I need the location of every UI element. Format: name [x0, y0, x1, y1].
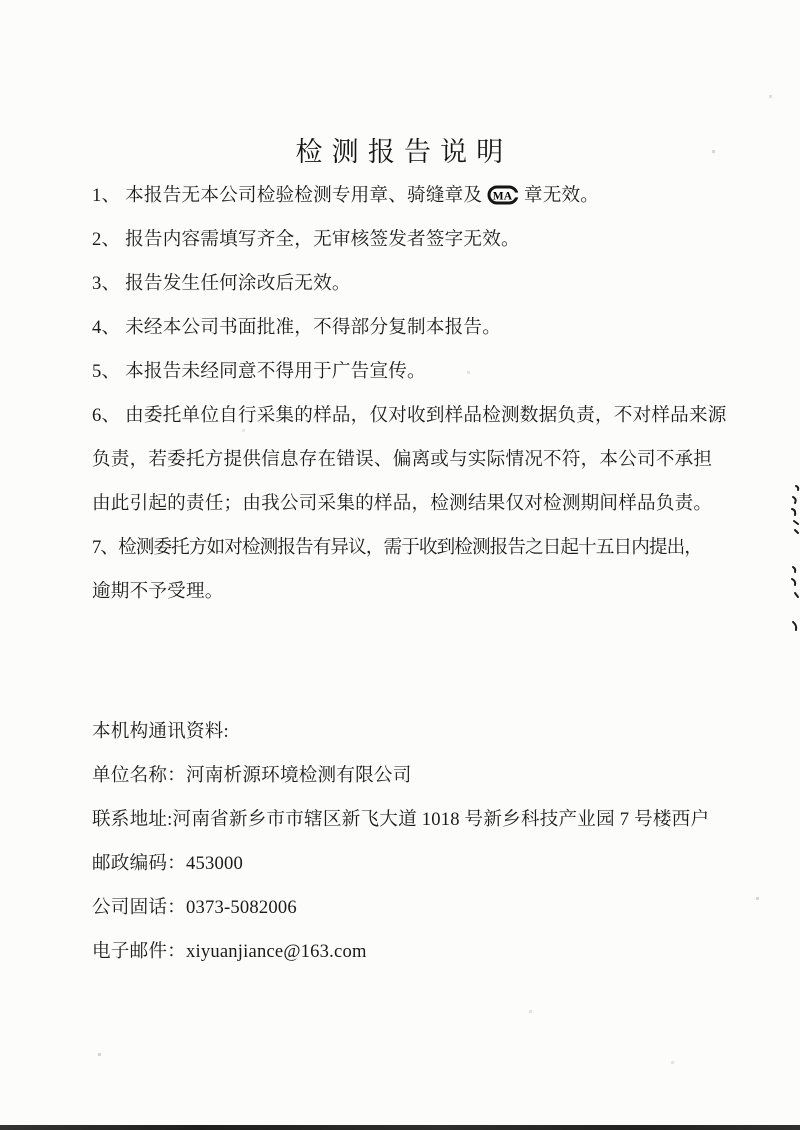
contact-section [92, 710, 752, 974]
note-line-6c: 由此引起的责任；由我公司采集的样品，检测结果仅对检测期间样品负责。 [92, 493, 713, 514]
note-line-1-suffix: 章无效。 [519, 185, 600, 206]
cma-certification-icon [487, 185, 519, 205]
note-line-1-prefix: 1、 本报告无本公司检验检测专用章、骑缝章及 [92, 185, 488, 206]
contact-header: 本机构通讯资料: [92, 721, 229, 742]
contact-company-name: 单位名称：河南析源环境检测有限公司 [92, 765, 412, 786]
contact-address: 联系地址:河南省新乡市市辖区新飞大道 1018 号新乡科技产业园 7 号楼西户 [92, 809, 710, 830]
edge-ink-mark [789, 618, 800, 634]
note-line-6a: 6、 由委托单位自行采集的样品，仅对收到样品检测数据负责，不对样品来源 [92, 405, 727, 426]
note-line-5: 5、 本报告未经同意不得用于广告宣传。 [92, 361, 426, 382]
note-line-7a: 7、检测委托方如对检测报告有异议，需于收到检测报告之日起十五日内提出， [92, 537, 702, 558]
scanner-edge-line [0, 1125, 800, 1130]
note-line-3: 3、 报告发生任何涂改后无效。 [92, 273, 351, 294]
note-line-6b: 负责，若委托方提供信息存在错误、偏离或与实际情况不符，本公司不承担 [92, 449, 713, 470]
cma-mark-letters: MA [492, 190, 513, 203]
contact-postal-code: 邮政编码：453000 [92, 853, 243, 874]
page-title: 检 测 报 告 说 明 [295, 137, 505, 167]
edge-ink-mark [789, 483, 800, 537]
notes-section [92, 174, 752, 614]
note-line-1 [92, 174, 752, 218]
note-line-2: 2、 报告内容需填写齐全，无审核签发者签字无效。 [92, 229, 520, 250]
scan-noise [0, 0, 1, 1]
contact-email: 电子邮件：xiyuanjiance@163.com [92, 941, 367, 962]
note-line-7b: 逾期不予受理。 [92, 581, 224, 602]
contact-phone: 公司固话：0373-5082006 [92, 897, 297, 918]
edge-ink-mark [789, 563, 800, 603]
note-line-4: 4、 未经本公司书面批准，不得部分复制本报告。 [92, 317, 502, 338]
